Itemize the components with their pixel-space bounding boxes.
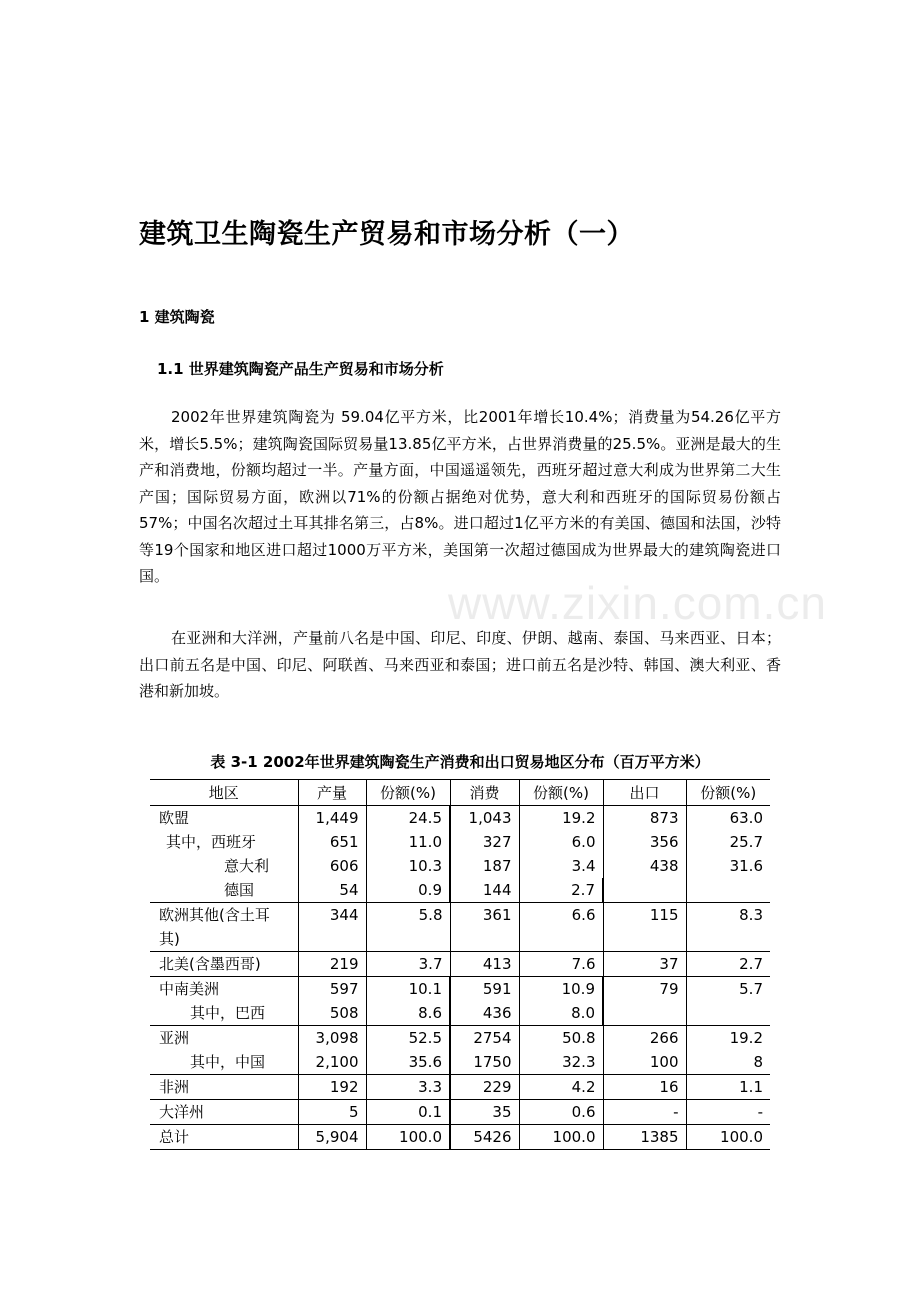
- table-row-total: [150, 1125, 770, 1150]
- document-title: 建筑卫生陶瓷生产贸易和市场分析（一）: [139, 219, 634, 250]
- cell-export: -: [603, 1100, 686, 1125]
- cell-consumption-share: 7.6: [519, 952, 603, 977]
- header-region: 地区: [150, 780, 298, 806]
- cell-consumption: 35: [450, 1100, 519, 1125]
- cell-export-share: -: [686, 1100, 770, 1125]
- cell-production: 5: [298, 1100, 366, 1125]
- header-production: 产量: [298, 780, 366, 806]
- header-production-share: 份额(%): [366, 780, 450, 806]
- cell-consumption-share: 3.4: [519, 854, 603, 878]
- cell-export-share: 100.0: [686, 1125, 770, 1150]
- table-row: [150, 854, 770, 878]
- table-row: [150, 1050, 770, 1075]
- cell-production-share: 10.3: [366, 854, 450, 878]
- cell-consumption-share: 2.7: [519, 878, 603, 903]
- cell-export: [603, 1001, 686, 1026]
- cell-production-share: 3.3: [366, 1075, 450, 1100]
- cell-consumption: 1,043: [450, 806, 519, 831]
- cell-export: 115: [603, 903, 686, 952]
- cell-production: 219: [298, 952, 366, 977]
- cell-production: 192: [298, 1075, 366, 1100]
- watermark: www.zixin.com.cn: [448, 577, 827, 629]
- cell-consumption-share: 32.3: [519, 1050, 603, 1075]
- cell-production: 1,449: [298, 806, 366, 831]
- cell-production-share: 52.5: [366, 1026, 450, 1051]
- cell-export: 356: [603, 830, 686, 854]
- table-row: [150, 830, 770, 854]
- cell-export-share: 63.0: [729, 809, 763, 827]
- cell-production-share: 24.5: [366, 806, 450, 831]
- cell-consumption-share: 6.6: [519, 903, 603, 952]
- cell-production-share: 0.1: [366, 1100, 450, 1125]
- table-row: [150, 952, 770, 977]
- data-table: [150, 779, 770, 1150]
- table-row: [150, 1001, 770, 1026]
- cell-export: 438: [603, 854, 686, 878]
- cell-production-share: 35.6: [366, 1050, 450, 1075]
- cell-consumption: 327: [450, 830, 519, 854]
- table-row: [150, 1100, 770, 1125]
- cell-region: 欧洲其他(含土耳其): [150, 903, 298, 952]
- cell-consumption-share: 50.8: [519, 1026, 603, 1051]
- cell-production: 606: [298, 854, 366, 878]
- cell-export: 16: [603, 1075, 686, 1100]
- cell-consumption: 1750: [450, 1050, 519, 1075]
- table-row: [150, 903, 770, 952]
- paragraph-2: 在亚洲和大洋洲，产量前八名是中国、印尼、印度、伊朗、越南、泰国、马来西亚、日本；出口前五名是中国、印尼、阿联酋、马来西亚和泰国；进口前五名是沙特、韩国、澳大利亚、香港和新加坡。: [139, 629, 781, 700]
- cell-region: 北美(含墨西哥): [150, 952, 298, 977]
- cell-region: 欧盟: [150, 806, 298, 831]
- cell-production: 54: [298, 878, 366, 903]
- cell-region: 意大利: [150, 854, 298, 878]
- cell-production-share: 11.0: [366, 830, 450, 854]
- cell-consumption: 436: [450, 1001, 519, 1026]
- cell-region: 非洲: [150, 1075, 298, 1100]
- cell-production-share: 100.0: [366, 1125, 450, 1150]
- cell-production: 597: [298, 977, 366, 1002]
- cell-region: 其中，中国: [150, 1050, 298, 1075]
- cell-region: 德国: [150, 878, 298, 903]
- cell-production-share: 10.1: [366, 977, 450, 1002]
- cell-export: 266: [603, 1026, 686, 1051]
- cell-consumption: 591: [450, 977, 519, 1002]
- cell-export-share: 8: [686, 1050, 770, 1075]
- cell-consumption-share: 19.2: [519, 806, 603, 831]
- table-row: [150, 977, 770, 1002]
- cell-production-share: 3.7: [366, 952, 450, 977]
- cell-consumption: 187: [450, 854, 519, 878]
- cell-consumption-share: 100.0: [519, 1125, 603, 1150]
- cell-consumption-share: 8.0: [519, 1001, 603, 1026]
- cell-export-share: 31.6: [729, 857, 763, 875]
- cell-consumption: 361: [450, 903, 519, 952]
- section-heading-1: 1 建筑陶瓷: [139, 308, 215, 326]
- table-row: [150, 806, 770, 831]
- cell-region: 大洋州: [150, 1100, 298, 1125]
- table-header-row: [150, 780, 770, 806]
- cell-export-share: 2.7: [686, 952, 770, 977]
- cell-production-share: 5.8: [366, 903, 450, 952]
- cell-production: 651: [298, 830, 366, 854]
- cell-production-share: 0.9: [366, 878, 450, 903]
- cell-consumption-share: 4.2: [519, 1075, 603, 1100]
- cell-export: 79: [603, 977, 686, 1002]
- header-export: 出口: [603, 780, 686, 806]
- cell-export-share: 8.3: [686, 903, 770, 952]
- header-consumption: 消费: [450, 780, 519, 806]
- cell-export: 37: [603, 952, 686, 977]
- cell-export: 1385: [603, 1125, 686, 1150]
- cell-export-share: 19.2: [729, 1029, 763, 1047]
- cell-region: 其中，巴西: [150, 1001, 298, 1026]
- table-row: [150, 1026, 770, 1051]
- table-row: [150, 878, 770, 903]
- cell-consumption-share: 6.0: [519, 830, 603, 854]
- cell-region: 中南美洲: [150, 977, 298, 1002]
- cell-region: 总计: [150, 1125, 298, 1150]
- cell-export-share: [686, 878, 770, 903]
- header-export-share: 份额(%): [686, 780, 770, 806]
- cell-production: 3,098: [298, 1026, 366, 1051]
- cell-production: 5,904: [298, 1125, 366, 1150]
- cell-consumption: 229: [450, 1075, 519, 1100]
- cell-export-share: 1.1: [686, 1075, 770, 1100]
- cell-production: 344: [298, 903, 366, 952]
- cell-consumption-share: 10.9: [519, 977, 603, 1002]
- table-row: [150, 1075, 770, 1100]
- section-heading-1-1: 1.1 世界建筑陶瓷产品生产贸易和市场分析: [157, 360, 444, 378]
- header-consumption-share: 份额(%): [519, 780, 603, 806]
- cell-export-share: 25.7: [729, 833, 763, 851]
- cell-region: 其中，西班牙: [150, 830, 298, 854]
- cell-consumption: 144: [450, 878, 519, 903]
- cell-consumption: 2754: [450, 1026, 519, 1051]
- table-caption: 表 3-1 2002年世界建筑陶瓷生产消费和出口贸易地区分布（百万平方米）: [210, 753, 710, 771]
- cell-export: [603, 878, 686, 903]
- paragraph-1: 2002年世界建筑陶瓷为 59.04亿平方米，比2001年增长10.4%；消费量为54.26亿平方米，增长5.5%；建筑陶瓷国际贸易量13.85亿平方米，占世界消费量的25.5%。亚洲是最大的生产和消费地，份额均超过一半。产量方面，中国遥遥领先，西班牙超过意大利成为世界第二大生产国；国际贸易方面，欧洲以71%的份额占据绝对优势，意大利和西班牙的国际贸易份额占57%；中国名次超过土耳其排名第三，占8%。进口超过1亿平方米的有美国、德国和法国，沙特等19个国家和地区进口超过1000万平方米，美国第一次超过德国成为世界最大的建筑陶瓷进口国。: [139, 408, 781, 585]
- cell-production: 2,100: [298, 1050, 366, 1075]
- cell-production-share: 8.6: [366, 1001, 450, 1026]
- cell-consumption: 413: [450, 952, 519, 977]
- cell-production: 508: [298, 1001, 366, 1026]
- cell-export-share: 5.7: [739, 980, 763, 998]
- cell-region: 亚洲: [150, 1026, 298, 1051]
- cell-export: 873: [603, 806, 686, 831]
- cell-export: 100: [603, 1050, 686, 1075]
- cell-export-share: [686, 1001, 770, 1026]
- cell-consumption-share: 0.6: [519, 1100, 603, 1125]
- cell-consumption: 5426: [450, 1125, 519, 1150]
